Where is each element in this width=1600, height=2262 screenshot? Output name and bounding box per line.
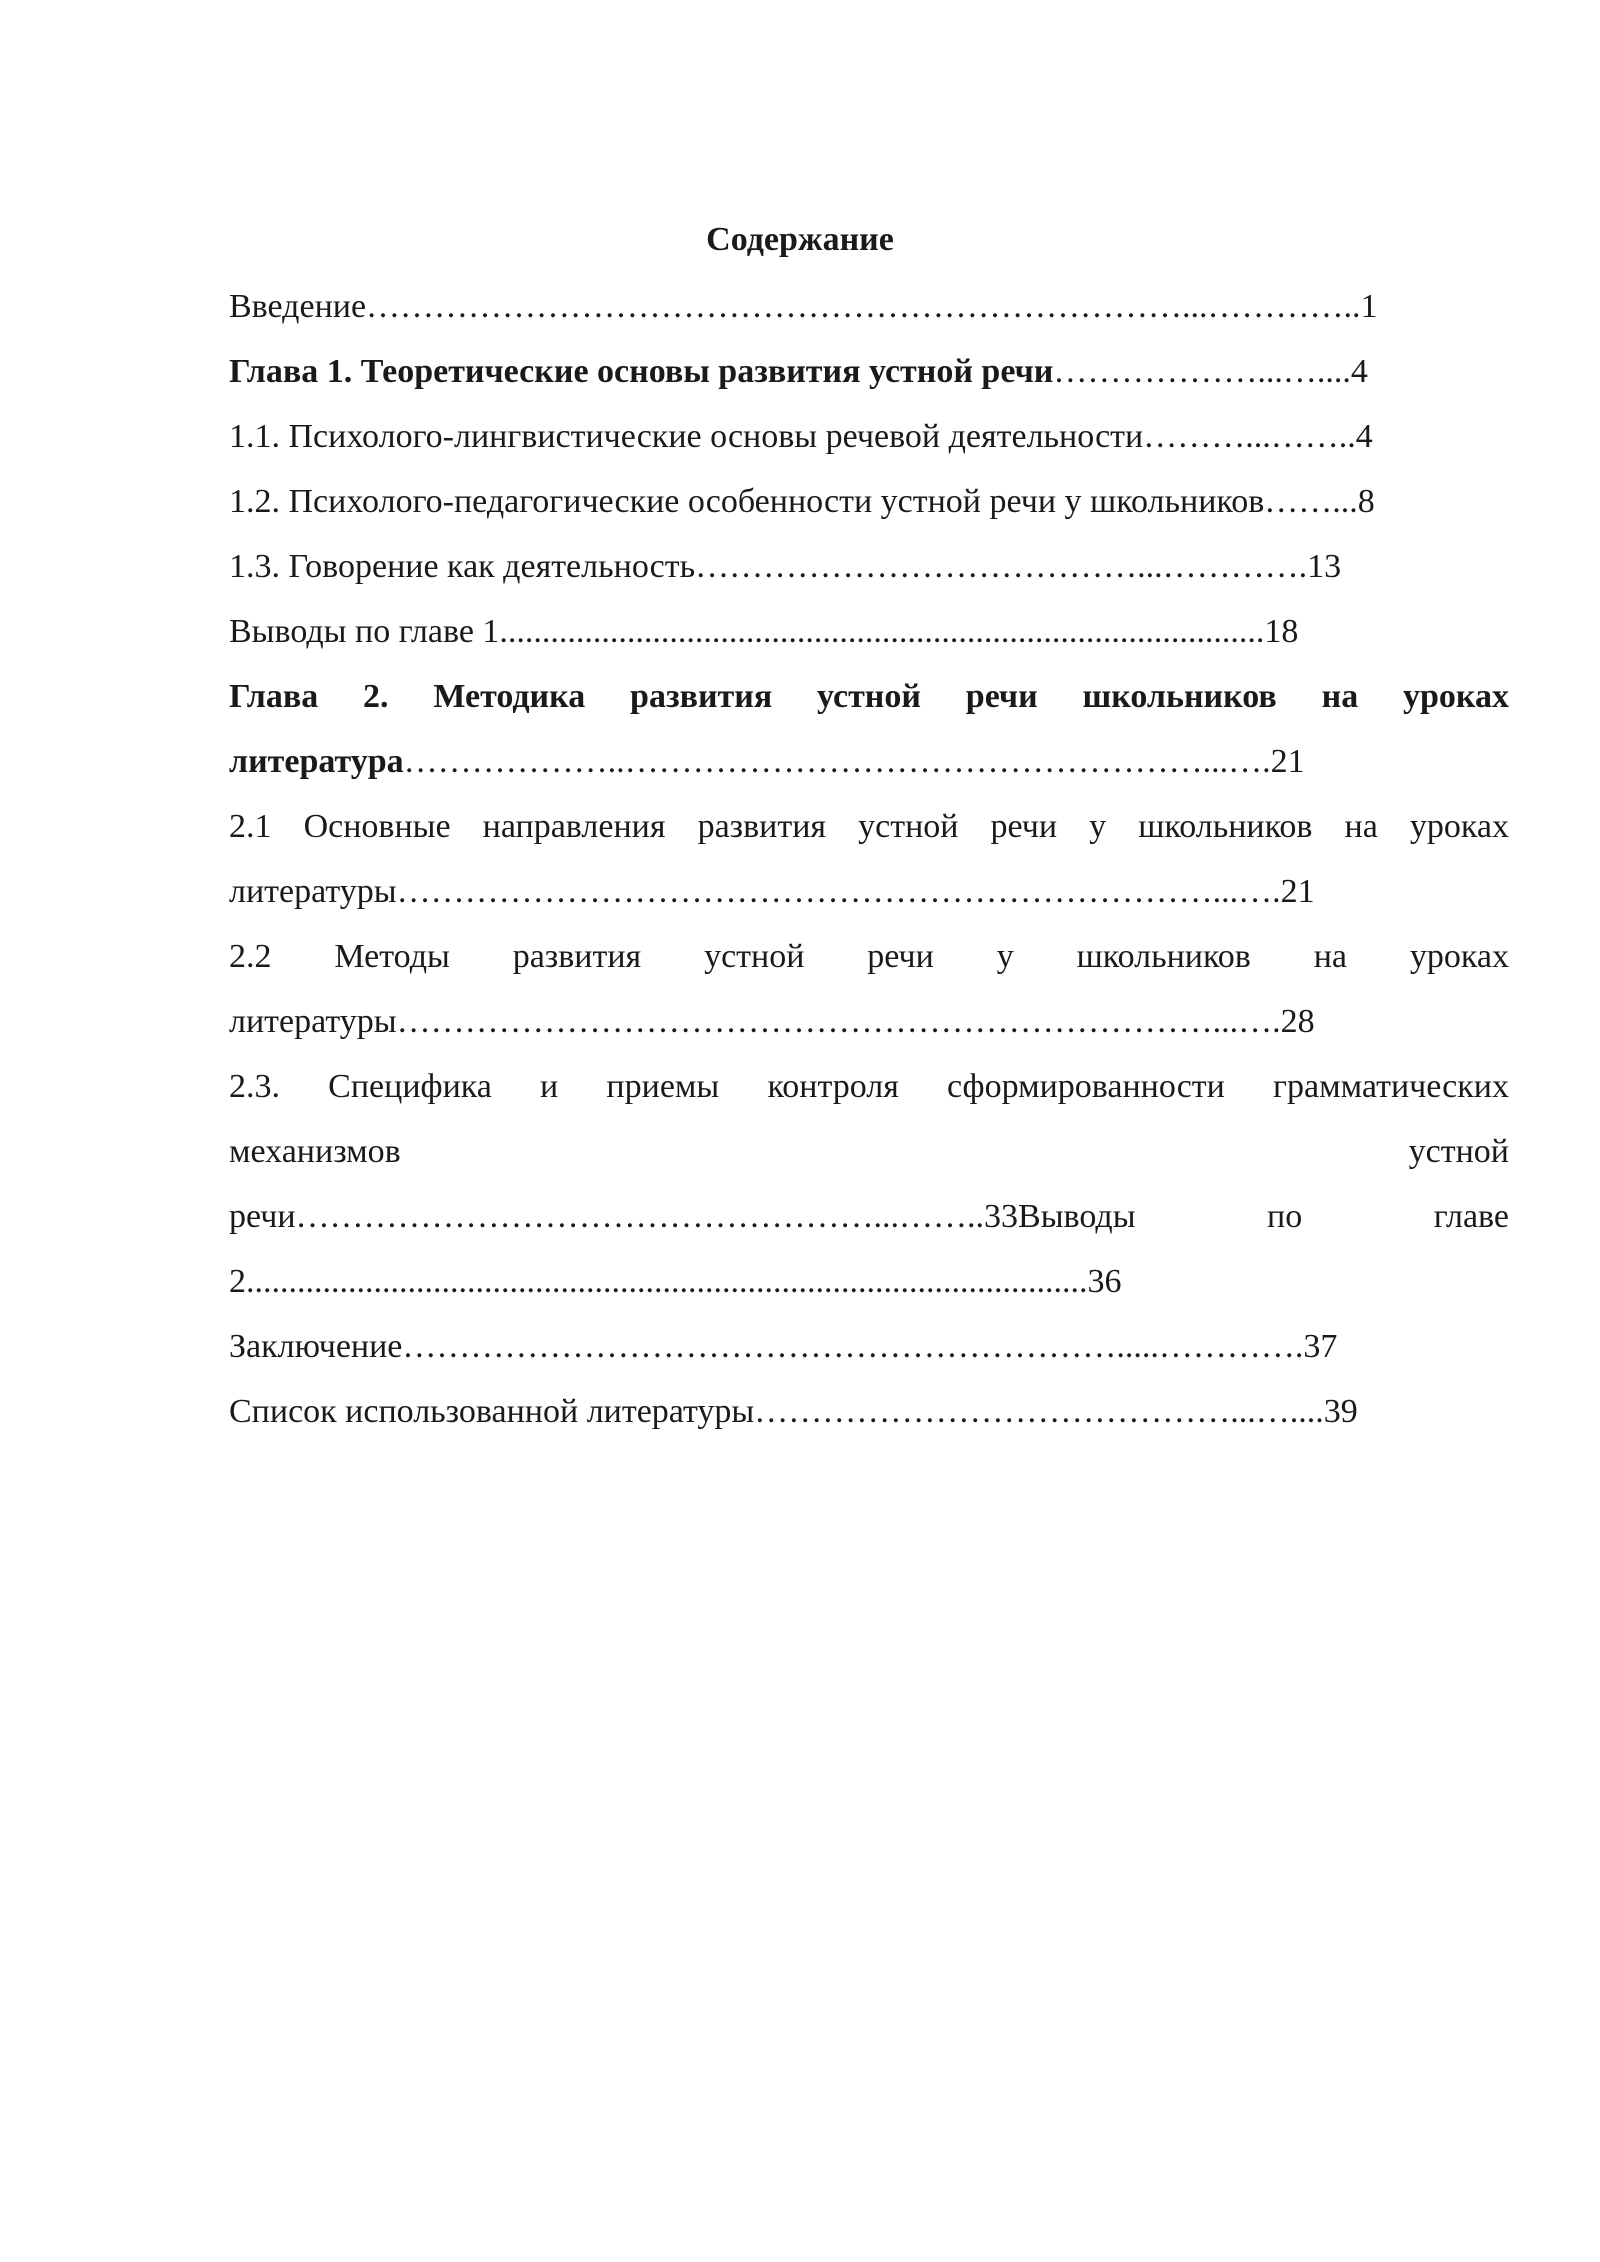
toc-entry-conclusions-2: 2...................................................................................................36 bbox=[229, 1263, 1122, 1300]
toc-entry-chapter-2-line-1: Глава 2. Методика развития устной речи школьников на уроках bbox=[229, 678, 1509, 715]
toc-entry-2-2-line-2: литературы………………………………………………………………...….28 bbox=[229, 1003, 1315, 1040]
toc-entry-chapter-1 bbox=[229, 350, 1509, 394]
toc-entry-1-2: 1.2. Психолого-педагогические особенности устной речи у школьников……...8 bbox=[229, 483, 1375, 520]
toc-entry-chapter-2-leader: ………………..……………………………………………...….21 bbox=[403, 743, 1305, 780]
page-title: Содержание bbox=[706, 221, 894, 258]
toc-entry-1-1: 1.1. Психолого-лингвистические основы речевой деятельности………...……..4 bbox=[229, 418, 1373, 455]
toc-entry-2-2-line-1: 2.2 Методы развития устной речи у школьников на уроках bbox=[229, 938, 1509, 975]
toc-entry-bibliography: Список использованной литературы……………………………………...…....39 bbox=[229, 1393, 1358, 1430]
toc-entry-2-3-line-3: речи……………………………………………...……..33Выводы по главе bbox=[229, 1198, 1509, 1235]
toc-entry-chapter-2-line-2 bbox=[229, 740, 1509, 784]
toc-entry-2-3-line-1: 2.3. Специфика и приемы контроля сформированности грамматических bbox=[229, 1068, 1509, 1105]
toc-entry-chapter-1-leader: ………………...…....4 bbox=[1053, 353, 1368, 390]
toc-entry-2-3-line-2: механизмов устной bbox=[229, 1133, 1509, 1170]
toc-entry-chapter-1-title: Глава 1. Теоретические основы развития устной речи bbox=[229, 353, 1054, 390]
toc-entry-1-3: 1.3. Говорение как деятельность…………………………………...………….13 bbox=[229, 548, 1342, 585]
toc-entry-2-1-line-2: литературы………………………………………………………………...….21 bbox=[229, 873, 1315, 910]
toc-entry-2-1-line-1: 2.1 Основные направления развития устной речи у школьников на уроках bbox=[229, 808, 1509, 845]
toc-entry-introduction: Введение………………………………………………………………...…………..1 bbox=[229, 288, 1378, 325]
toc-entry-conclusion: Заключение……………………………………………………….....………….37 bbox=[229, 1328, 1338, 1365]
toc-entry-chapter-2-title-end: литература bbox=[229, 743, 404, 780]
toc-entry-conclusions-1: Выводы по главе 1..........................................................................................18 bbox=[229, 613, 1299, 650]
